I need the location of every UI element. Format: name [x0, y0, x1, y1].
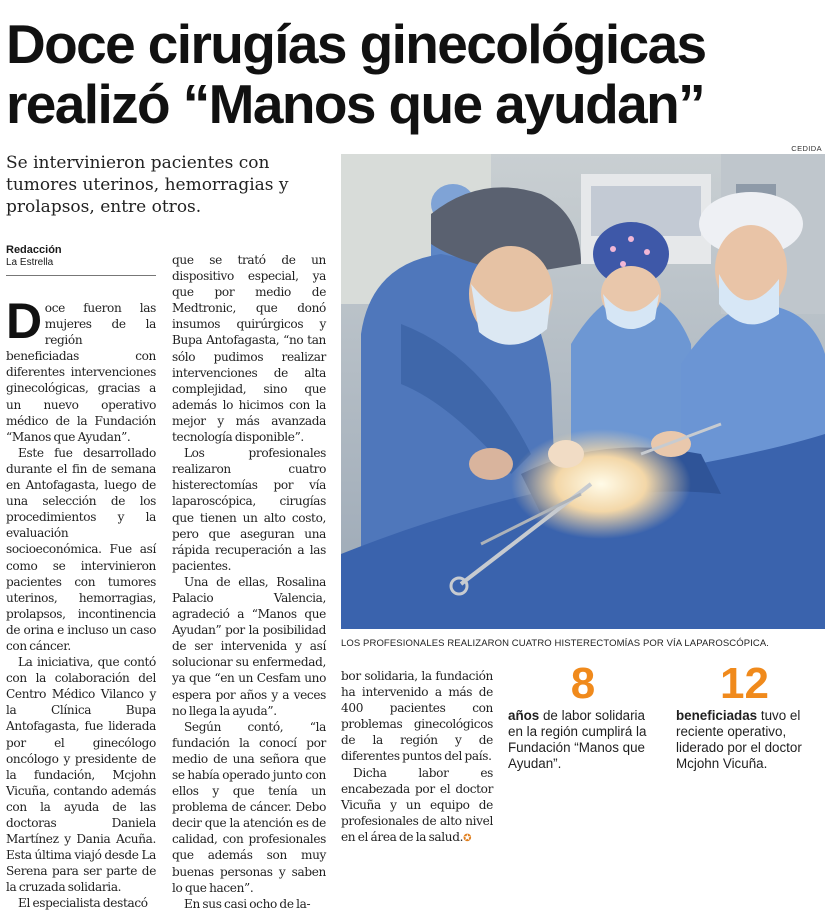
body-paragraph: Una de ellas, Rosalina Palacio Valencia, agradeció a “Manos que Ayudan” por la posibilidad de ser intervenida y así solucionar su enfermedad, ya que “en un Cesfam uno espera por años y a veces no llega la ayuda”. — [172, 574, 326, 718]
byline-publication: La Estrella — [6, 257, 54, 268]
body-paragraph: La iniciativa, que contó con la colaboración del Centro Médico Vilanco y la Clínica Bupa Antofagasta, fue liderada por el ginecólogo oncólogo y presidente de la fundación, Mcjohn Vicuña, contando además con la ayuda de las doctoras Daniela Martínez y Dania Acuña. Esta última viajó desde La Serena para ser parte de la cruzada solidaria. — [6, 655, 156, 895]
surgery-photo — [341, 154, 825, 629]
body-paragraph: bor solidaria, la fundación ha intervenido a más de 400 pacientes con problemas ginecológicos de la región y de diferentes puntos del país. — [341, 669, 493, 764]
stat-text: años de labor solidaria en la región cumplirá la Fundación “Manos que Ayudan”. — [508, 708, 647, 771]
stat-number: 8 — [570, 659, 596, 708]
body-paragraph: El especialista destacó — [18, 896, 148, 911]
drop-cap: D — [6, 293, 42, 349]
body-column-1 — [6, 293, 156, 911]
body-paragraph: Dicha labor es encabezada por el doctor Vicuña y un equipo de profesionales de alto nivel en el área de la salud.✪ — [341, 765, 493, 844]
stat-number: 12 — [720, 659, 769, 708]
body-paragraph: Los profesionales realizaron cuatro histerectomías por vía laparoscópica, cirugías que tienen un alto costo, pero que aseguran una rápida recuperación a las pacientes. — [172, 446, 326, 573]
body-paragraph: Doce fueron las mujeres de la región beneficiadas con diferentes intervenciones ginecológicas, gracias a un nuevo operativo médico de la Fundación “Manos que Ayudan”. — [6, 293, 156, 444]
lead-paragraph: Se intervinieron pacientes con tumores uterinos, hemorragias y prolapsos, entre otros. — [6, 153, 289, 217]
headline-line-2: realizó “Manos que ayudan” — [6, 73, 704, 135]
body-column-2 — [172, 252, 326, 911]
headline — [6, 14, 826, 134]
stat-beneficiaries — [676, 660, 826, 772]
end-of-article-icon: ✪ — [463, 832, 472, 844]
body-column-3 — [341, 668, 493, 844]
body-paragraph: Este fue desarrollado durante el fin de semana en Antofagasta, luego de una selección de los procedimientos y la evaluación socioeconómica. Fue así como se intervinieron pacientes con tumores uterinos, hemorragias, prolapsos, incontinencia de orina e incluso un caso con cáncer. — [6, 445, 156, 653]
body-paragraph: Según contó, “la fundación la conocí por medio de una señora que se había operado junto con ellos y que tenía un problema de cáncer. Debo decir que la atención es de calidad, con profesionales que además son muy buenas personas y saben lo que hacen”. — [172, 719, 326, 895]
stat-text: beneficiadas tuvo el reciente operativo, liderado por el doctor Mcjohn Vicuña. — [676, 708, 802, 771]
stat-years — [508, 660, 658, 772]
surgery-photo-illustration — [341, 154, 825, 629]
body-paragraph: En sus casi ocho de la- — [184, 896, 311, 911]
headline-line-1: Doce cirugías ginecológicas — [6, 13, 706, 75]
photo-caption: LOS PROFESIONALES REALIZARON CUATRO HISTERECTOMÍAS POR VÍA LAPAROSCÓPICA. — [341, 638, 770, 649]
body-paragraph: que se trató de un dispositivo especial, ya que por medio de Medtronic, que donó insumos quirúrgicos y Bupa Antofagasta, “no tan sólo pudimos realizar intervenciones de alta complejidad, sino que además lo hicimos con la mejor y más avanzada tecnología disponible”. — [172, 253, 326, 445]
byline-author: Redacción — [6, 244, 62, 256]
photo-credit: CEDIDA — [791, 144, 822, 153]
byline — [6, 244, 62, 269]
byline-divider — [6, 275, 156, 276]
